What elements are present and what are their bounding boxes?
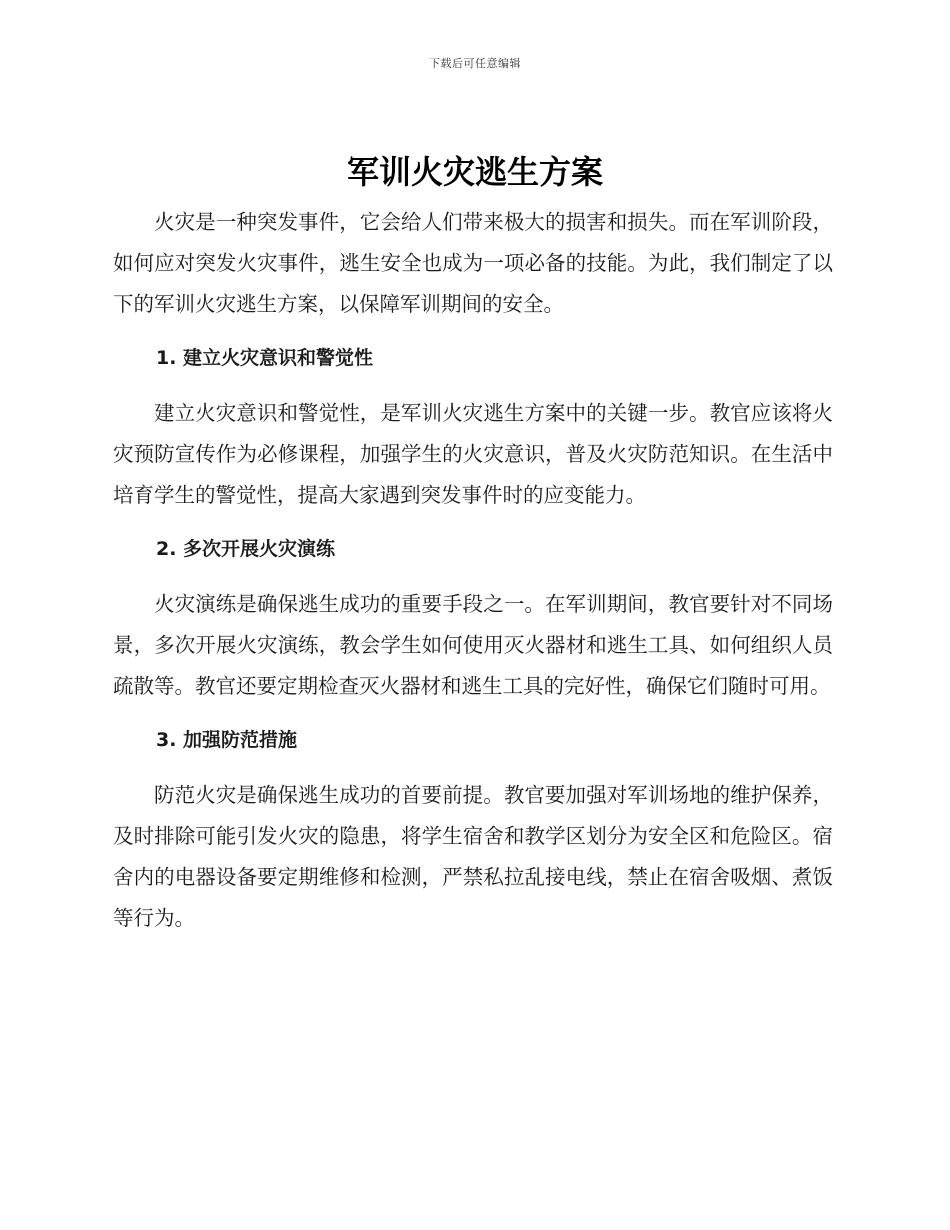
header-note: 下载后可任意编辑 [429, 57, 521, 70]
section-paragraph-1: 建立火灾意识和警觉性，是军训火灾逃生方案中的关键一步。教官应该将火灾预防宣传作为必修课程，加强学生的火灾意识，普及火灾防范知识。在生活中培育学生的警觉性，提高大家遇到突发事件时的应变能力。 [113, 401, 833, 507]
section-paragraph-3: 防范火灾是确保逃生成功的首要前提。教官要加强对军训场地的维护保养，及时排除可能引发火灾的隐患，将学生宿舍和教学区划分为安全区和危险区。宿舍内的电器设备要定期维修和检测，严禁私拉乱接电线，禁止在宿舍吸烟、煮饭等行为。 [113, 783, 833, 930]
document-title: 军训火灾逃生方案 [346, 153, 603, 191]
intro-paragraph: 火灾是一种突发事件，它会给人们带来极大的损害和损失。而在军训阶段，如何应对突发火灾事件，逃生安全也成为一项必备的技能。为此，我们制定了以下的军训火灾逃生方案，以保障军训期间的安全。 [113, 210, 833, 316]
section-heading-3: 3. 加强防范措施 [156, 729, 298, 751]
section-heading-1: 1. 建立火灾意识和警觉性 [156, 347, 374, 369]
section-paragraph-2: 火灾演练是确保逃生成功的重要手段之一。在军训期间，教官要针对不同场景，多次开展火灾演练，教会学生如何使用灭火器材和逃生工具、如何组织人员疏散等。教官还要定期检查灭火器材和逃生工具的完好性，确保它们随时可用。 [113, 592, 833, 698]
document-body [113, 202, 833, 939]
section-heading-2: 2. 多次开展火灾演练 [156, 538, 336, 560]
